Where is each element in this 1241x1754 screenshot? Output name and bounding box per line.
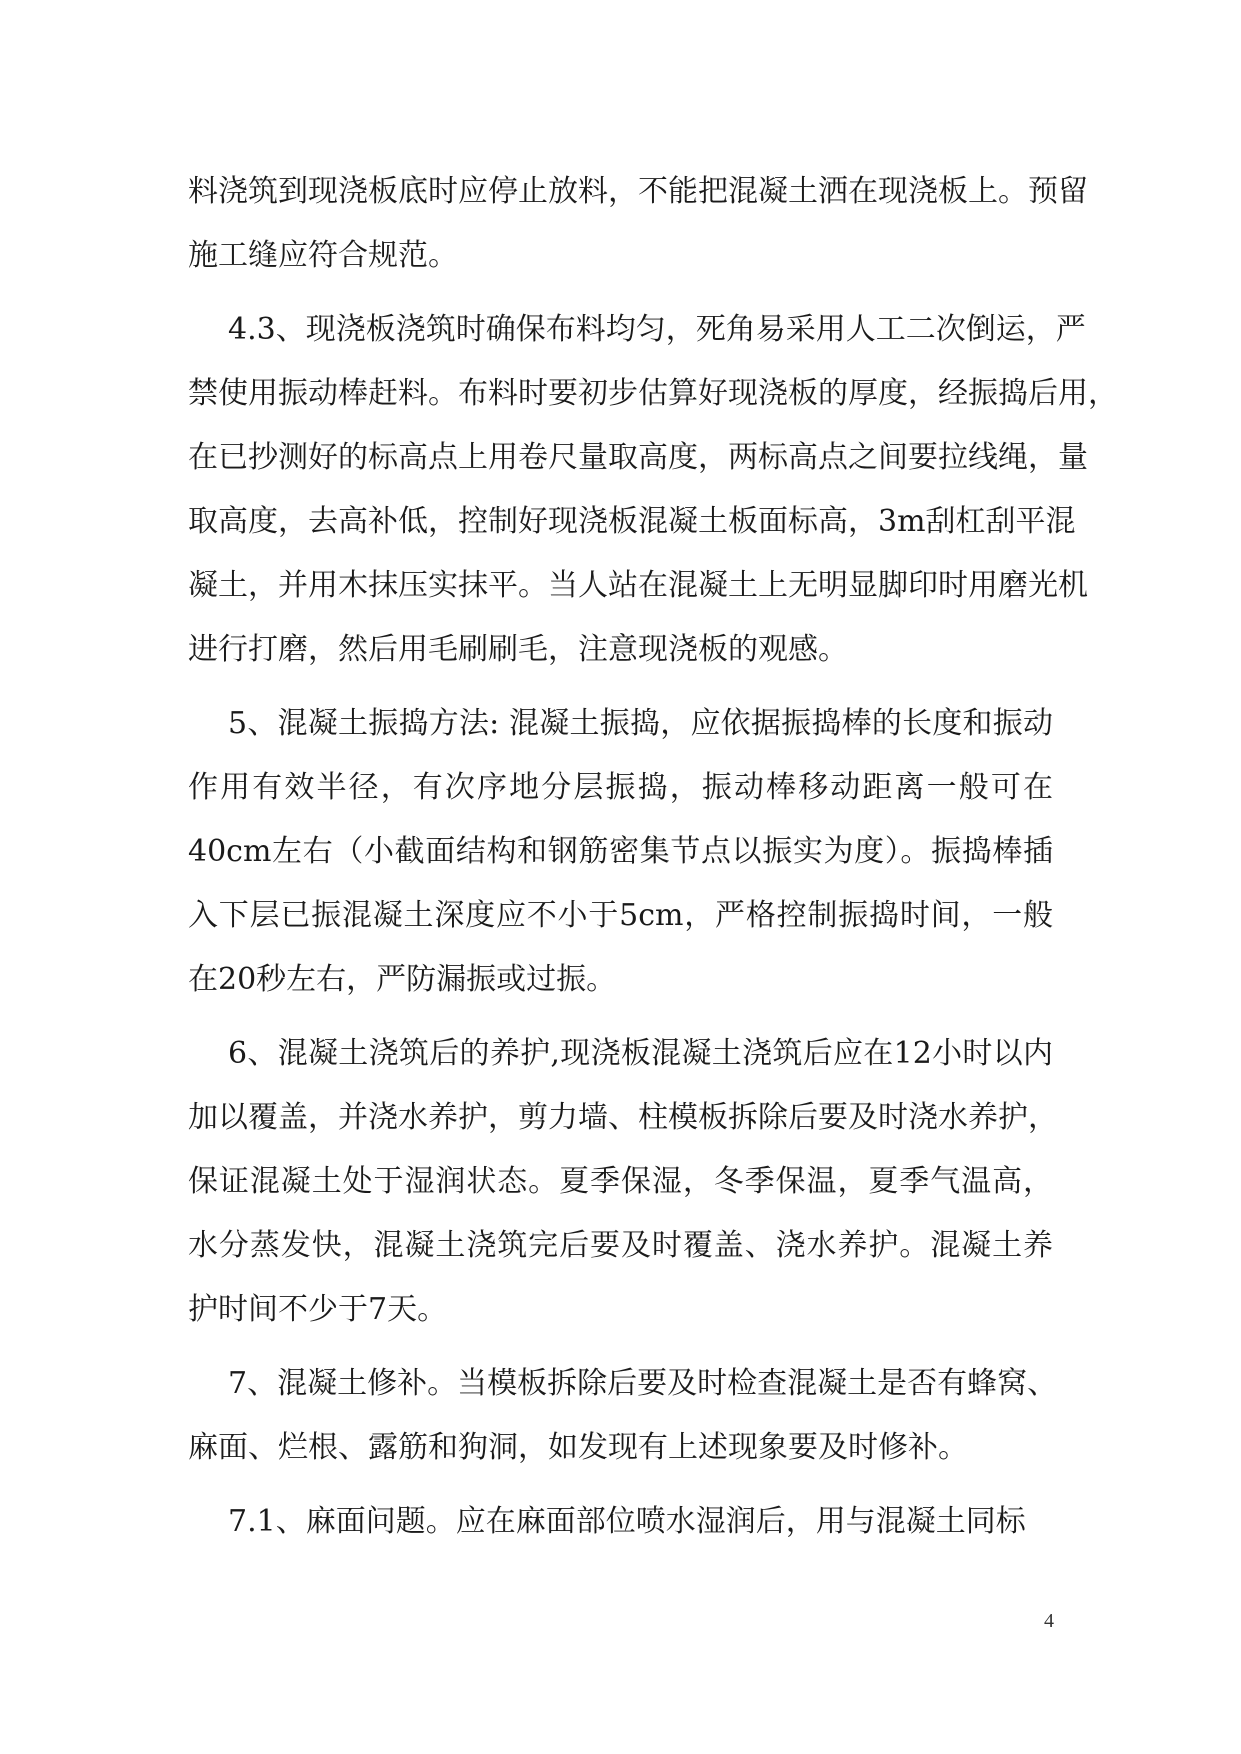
page-number: 4 [1044, 1610, 1054, 1632]
text-line: 7、混凝土修补。当模板拆除后要及时检查混凝土是否有蜂窝、 [228, 1366, 1058, 1401]
paragraph [188, 1352, 1058, 1480]
text-line: 在20秒左右，严防漏振或过振。 [188, 962, 617, 997]
text-line: 进行打磨，然后用毛刷刷毛，注意现浇板的观感。 [188, 632, 848, 667]
text-line: 凝土，并用木抹压实抹平。当人站在混凝土上无明显脚印时用磨光机 [188, 568, 1088, 603]
text-line: 禁使用振动棒赶料。布料时要初步估算好现浇板的厚度，经振捣后用， [188, 376, 1118, 411]
text-line: 40cm左右（小截面结构和钢筋密集节点以振实为度）。振捣棒插 [188, 834, 1053, 869]
text-line: 取高度，去高补低，控制好现浇板混凝土板面标高，3m刮杠刮平混 [188, 504, 1076, 539]
paragraph [188, 160, 1088, 288]
text-line: 加以覆盖，并浇水养护，剪力墙、柱模板拆除后要及时浇水养护， [188, 1100, 1058, 1135]
text-line: 保证混凝土处于湿润状态。夏季保湿，冬季保温，夏季气温高， [188, 1164, 1053, 1199]
paragraph [188, 692, 1053, 1012]
text-line: 7.1、麻面问题。应在麻面部位喷水湿润后，用与混凝土同标 [228, 1504, 1026, 1539]
text-line: 护时间不少于7天。 [188, 1292, 448, 1327]
text-line: 料浇筑到现浇板底时应停止放料，不能把混凝土洒在现浇板上。预留 [188, 174, 1088, 209]
text-line: 在已抄测好的标高点上用卷尺量取高度，两标高点之间要拉线绳，量 [188, 440, 1088, 475]
text-line: 水分蒸发快，混凝土浇筑完后要及时覆盖、浇水养护。混凝土养 [188, 1228, 1053, 1263]
body-text [188, 160, 1118, 1554]
paragraph [188, 1490, 1053, 1554]
paragraph [188, 1022, 1058, 1342]
text-line: 5、混凝土振捣方法: 混凝土振捣，应依据振捣棒的长度和振动 [228, 706, 1053, 741]
paragraph [188, 298, 1118, 682]
text-line: 施工缝应符合规范。 [188, 238, 458, 273]
text-line: 6、混凝土浇筑后的养护,现浇板混凝土浇筑后应在12小时以内 [228, 1036, 1053, 1071]
text-line: 麻面、烂根、露筋和狗洞，如发现有上述现象要及时修补。 [188, 1430, 968, 1465]
text-line: 入下层已振混凝土深度应不小于5cm，严格控制振捣时间，一般 [188, 898, 1053, 933]
text-line: 作用有效半径，有次序地分层振捣，振动棒移动距离一般可在 [188, 770, 1053, 805]
text-line: 4.3、现浇板浇筑时确保布料均匀，死角易采用人工二次倒运，严 [228, 312, 1086, 347]
